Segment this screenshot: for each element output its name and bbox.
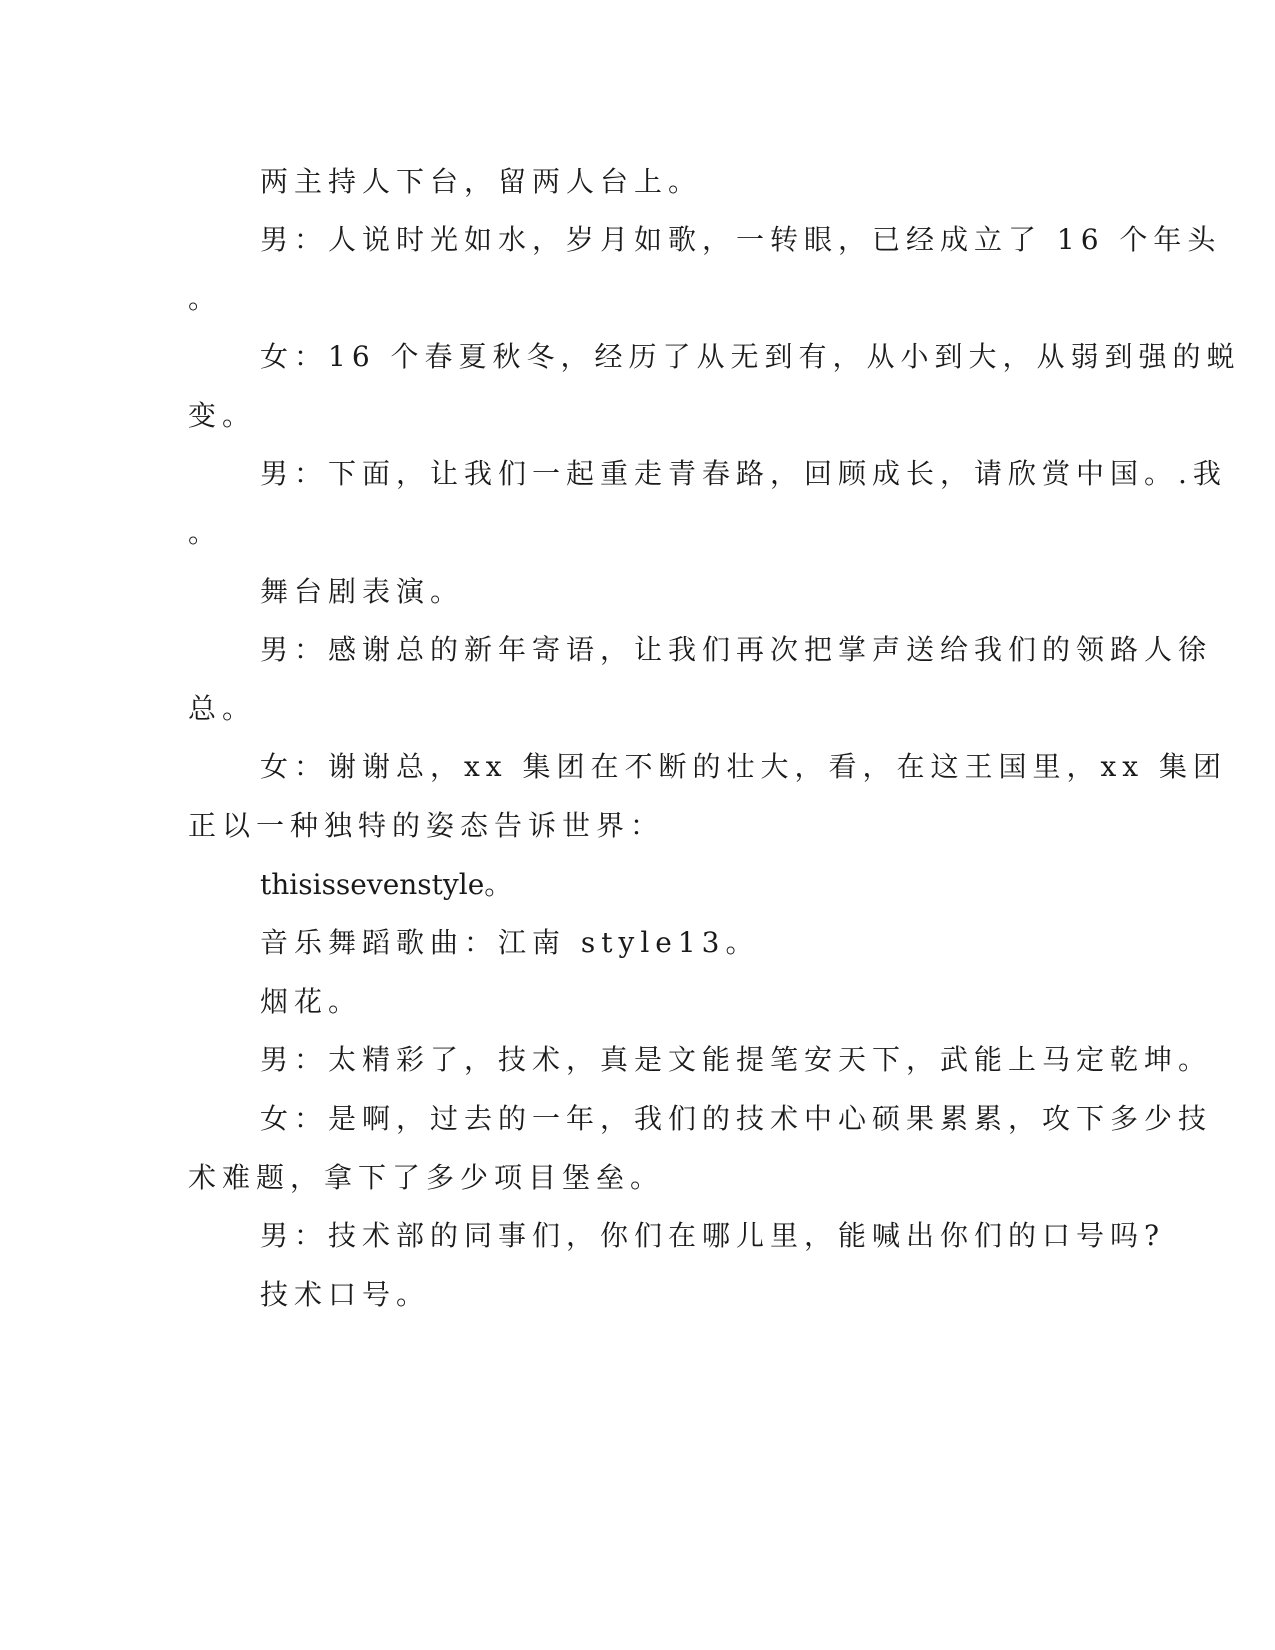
paragraph-line: 。 [188, 282, 223, 315]
paragraph-line: 女：是啊，过去的一年，我们的技术中心硕果累累，攻下多少技 [260, 1102, 1213, 1135]
paragraph-line: 男：人说时光如水，岁月如歌，一转眼，已经成立了 16 个年头 [260, 223, 1222, 256]
paragraph-line: 。 [188, 516, 223, 549]
paragraph-line: thisissevenstyle。 [260, 868, 513, 901]
paragraph-line: 术难题，拿下了多少项目堡垒。 [188, 1161, 665, 1194]
paragraph-line: 男：技术部的同事们，你们在哪儿里，能喊出你们的口号吗? [260, 1219, 1166, 1252]
paragraph-line: 男：太精彩了，技术，真是文能提笔安天下，武能上马定乾坤。 [260, 1043, 1213, 1076]
paragraph-line: 女：16 个春夏秋冬，经历了从无到有，从小到大，从弱到强的蜕 [260, 340, 1241, 373]
paragraph-line: 变。 [188, 399, 257, 432]
paragraph-line: 总。 [188, 692, 257, 725]
paragraph-line: 舞台剧表演。 [260, 575, 465, 608]
paragraph-line: 音乐舞蹈歌曲：江南 style13。 [260, 926, 760, 959]
paragraph-line: 烟花。 [260, 985, 363, 1018]
paragraph-line: 两主持人下台，留两人台上。 [260, 165, 703, 198]
paragraph-line: 女：谢谢总，xx 集团在不断的壮大，看，在这王国里，xx 集团 [260, 750, 1227, 783]
paragraph-line: 技术口号。 [260, 1278, 431, 1311]
paragraph-line: 男：下面，让我们一起重走青春路，回顾成长，请欣赏中国。.我 [260, 457, 1227, 490]
paragraph-line: 正以一种独特的姿态告诉世界： [188, 809, 665, 842]
paragraph-line: 男：感谢总的新年寄语，让我们再次把掌声送给我们的领路人徐 [260, 633, 1213, 666]
